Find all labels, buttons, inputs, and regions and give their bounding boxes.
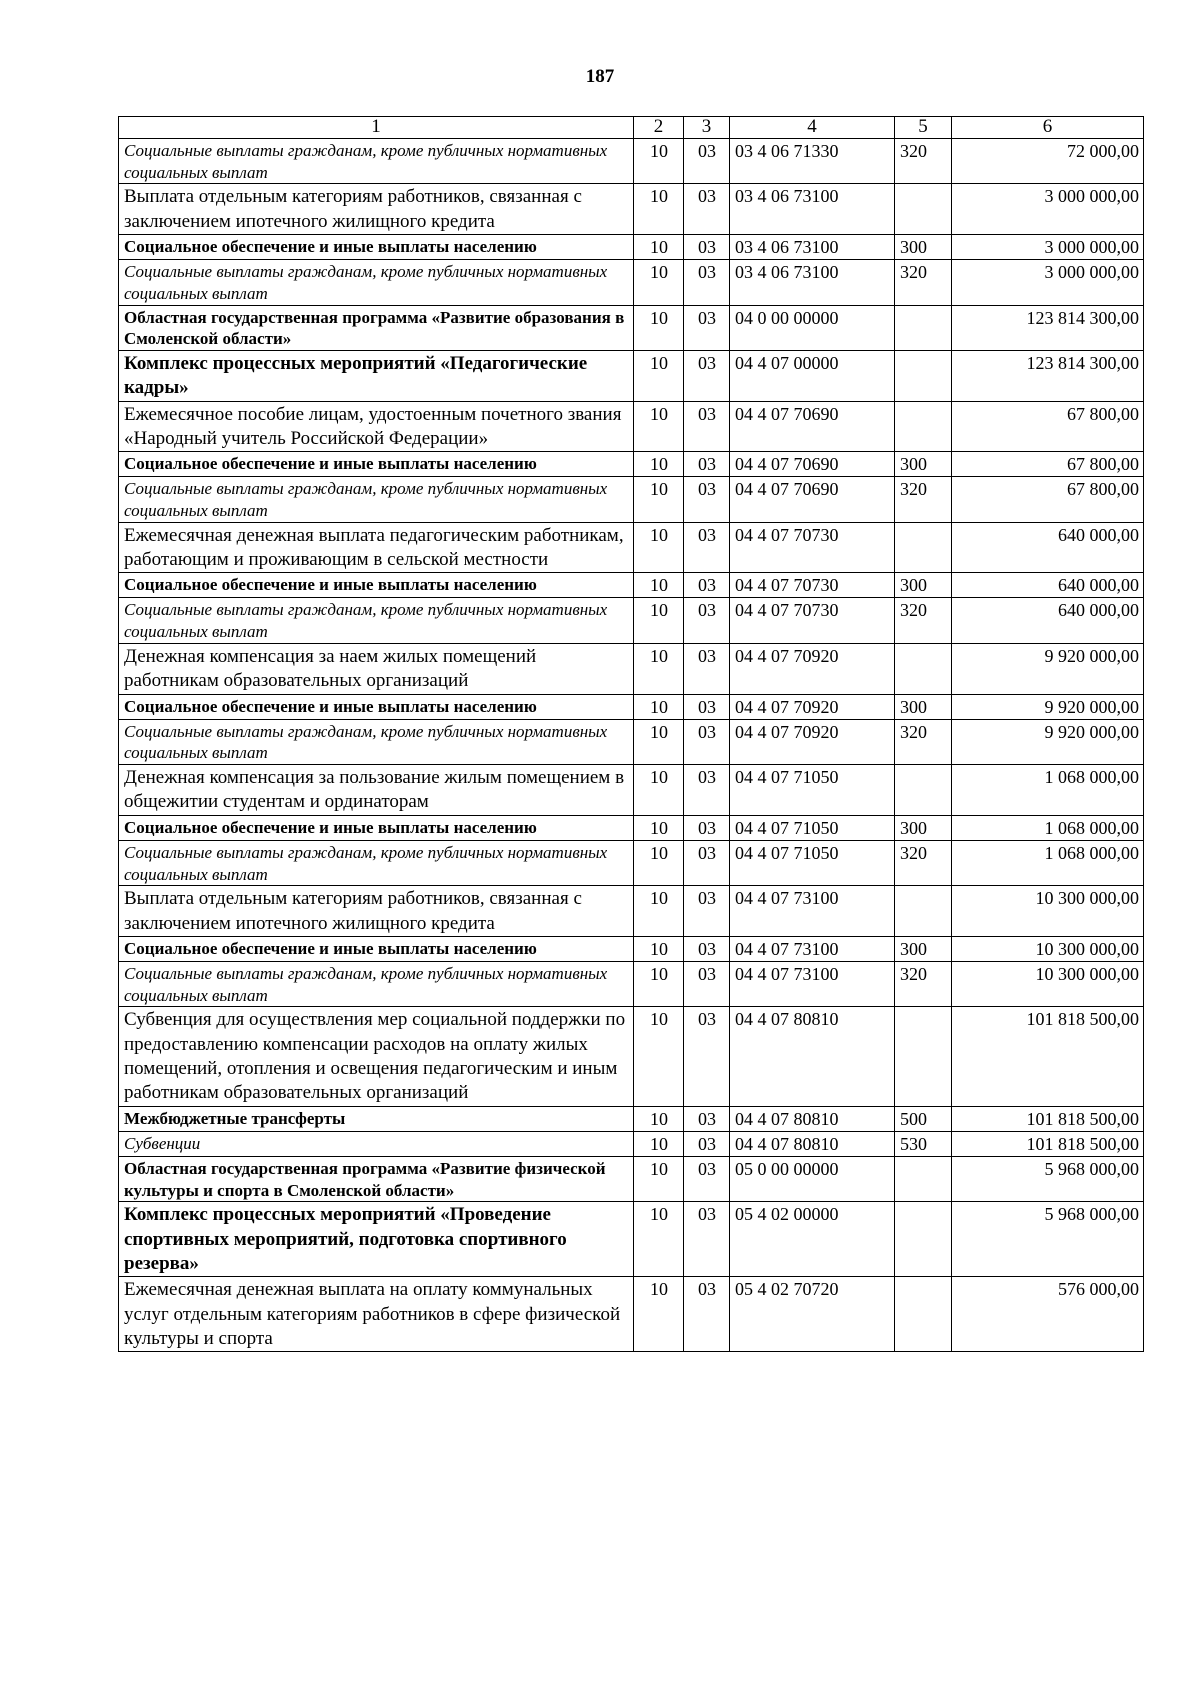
- table-row: [119, 260, 1144, 306]
- target-article-cell: 04 4 07 70690: [730, 452, 895, 477]
- row-name-cell: Комплекс процессных мероприятий «Проведение спортивных мероприятий, подготовка спортивного резерва»: [119, 1202, 634, 1277]
- expense-type-cell: [895, 643, 952, 694]
- table-row: [119, 1202, 1144, 1277]
- row-name-cell: Социальное обеспечение и иные выплаты населению: [119, 573, 634, 598]
- section-code-cell: 10: [634, 1202, 684, 1277]
- budget-table: [118, 116, 1144, 1352]
- target-article-cell: 04 4 07 73100: [730, 936, 895, 961]
- table-row: [119, 1156, 1144, 1202]
- subsection-code-cell: 03: [684, 573, 730, 598]
- amount-cell: 5 968 000,00: [952, 1202, 1144, 1277]
- amount-cell: 67 800,00: [952, 401, 1144, 452]
- table-row: [119, 815, 1144, 840]
- expense-type-cell: 320: [895, 840, 952, 886]
- row-name-cell: Социальное обеспечение и иные выплаты населению: [119, 235, 634, 260]
- subsection-code-cell: 03: [684, 260, 730, 306]
- section-code-cell: 10: [634, 401, 684, 452]
- amount-cell: 10 300 000,00: [952, 961, 1144, 1007]
- target-article-cell: 04 4 07 71050: [730, 815, 895, 840]
- column-header: 6: [952, 117, 1144, 139]
- table-row: [119, 573, 1144, 598]
- table-row: [119, 1007, 1144, 1106]
- subsection-code-cell: 03: [684, 719, 730, 765]
- amount-cell: 101 818 500,00: [952, 1131, 1144, 1156]
- section-code-cell: 10: [634, 1007, 684, 1106]
- subsection-code-cell: 03: [684, 961, 730, 1007]
- expense-type-cell: 320: [895, 477, 952, 523]
- table-row: [119, 184, 1144, 235]
- row-name-cell: Социальное обеспечение и иные выплаты населению: [119, 694, 634, 719]
- target-article-cell: 04 0 00 00000: [730, 305, 895, 351]
- expense-type-cell: 500: [895, 1106, 952, 1131]
- amount-cell: 123 814 300,00: [952, 305, 1144, 351]
- section-code-cell: 10: [634, 305, 684, 351]
- amount-cell: 5 968 000,00: [952, 1156, 1144, 1202]
- table-row: [119, 477, 1144, 523]
- target-article-cell: 04 4 07 80810: [730, 1131, 895, 1156]
- row-name-cell: Социальные выплаты гражданам, кроме публичных нормативных социальных выплат: [119, 961, 634, 1007]
- amount-cell: 640 000,00: [952, 598, 1144, 644]
- table-row: [119, 694, 1144, 719]
- table-row: [119, 765, 1144, 816]
- row-name-cell: Социальные выплаты гражданам, кроме публичных нормативных социальных выплат: [119, 477, 634, 523]
- subsection-code-cell: 03: [684, 1277, 730, 1352]
- target-article-cell: 04 4 07 80810: [730, 1106, 895, 1131]
- section-code-cell: 10: [634, 840, 684, 886]
- row-name-cell: Комплекс процессных мероприятий «Педагогические кадры»: [119, 351, 634, 402]
- subsection-code-cell: 03: [684, 765, 730, 816]
- section-code-cell: 10: [634, 719, 684, 765]
- section-code-cell: 10: [634, 886, 684, 937]
- row-name-cell: Социальные выплаты гражданам, кроме публичных нормативных социальных выплат: [119, 598, 634, 644]
- target-article-cell: 04 4 07 70690: [730, 401, 895, 452]
- target-article-cell: 04 4 07 71050: [730, 840, 895, 886]
- amount-cell: 9 920 000,00: [952, 694, 1144, 719]
- amount-cell: 72 000,00: [952, 138, 1144, 184]
- amount-cell: 101 818 500,00: [952, 1007, 1144, 1106]
- row-name-cell: Ежемесячная денежная выплата на оплату коммунальных услуг отдельным категориям работников в сфере физической культуры и спорта: [119, 1277, 634, 1352]
- section-code-cell: 10: [634, 1131, 684, 1156]
- subsection-code-cell: 03: [684, 235, 730, 260]
- expense-type-cell: [895, 1277, 952, 1352]
- section-code-cell: 10: [634, 765, 684, 816]
- column-header: 2: [634, 117, 684, 139]
- row-name-cell: Денежная компенсация за пользование жилым помещением в общежитии студентам и ординаторам: [119, 765, 634, 816]
- amount-cell: 123 814 300,00: [952, 351, 1144, 402]
- target-article-cell: 04 4 07 70730: [730, 598, 895, 644]
- target-article-cell: 04 4 07 70730: [730, 573, 895, 598]
- table-header-row: [119, 117, 1144, 139]
- target-article-cell: 03 4 06 73100: [730, 235, 895, 260]
- expense-type-cell: [895, 765, 952, 816]
- amount-cell: 101 818 500,00: [952, 1106, 1144, 1131]
- amount-cell: 640 000,00: [952, 573, 1144, 598]
- subsection-code-cell: 03: [684, 936, 730, 961]
- target-article-cell: 04 4 07 70920: [730, 694, 895, 719]
- amount-cell: 10 300 000,00: [952, 936, 1144, 961]
- row-name-cell: Социальное обеспечение и иные выплаты населению: [119, 936, 634, 961]
- subsection-code-cell: 03: [684, 305, 730, 351]
- subsection-code-cell: 03: [684, 351, 730, 402]
- subsection-code-cell: 03: [684, 840, 730, 886]
- table-row: [119, 305, 1144, 351]
- target-article-cell: 04 4 07 70730: [730, 522, 895, 573]
- row-name-cell: Субвенция для осуществления мер социальной поддержки по предоставлению компенсации расходов на оплату жилых помещений, отопления и освещения педагогическим и иным работникам образовательных организаций: [119, 1007, 634, 1106]
- section-code-cell: 10: [634, 815, 684, 840]
- row-name-cell: Денежная компенсация за наем жилых помещений работникам образовательных организаций: [119, 643, 634, 694]
- column-header: 1: [119, 117, 634, 139]
- subsection-code-cell: 03: [684, 522, 730, 573]
- table-row: [119, 1106, 1144, 1131]
- table-row: [119, 719, 1144, 765]
- page-number: 187: [585, 66, 615, 87]
- table-row: [119, 840, 1144, 886]
- expense-type-cell: 320: [895, 138, 952, 184]
- section-code-cell: 10: [634, 138, 684, 184]
- table-row: [119, 886, 1144, 937]
- subsection-code-cell: 03: [684, 477, 730, 523]
- row-name-cell: Ежемесячная денежная выплата педагогическим работникам, работающим и проживающим в сельской местности: [119, 522, 634, 573]
- amount-cell: 9 920 000,00: [952, 719, 1144, 765]
- expense-type-cell: [895, 522, 952, 573]
- expense-type-cell: 320: [895, 961, 952, 1007]
- section-code-cell: 10: [634, 936, 684, 961]
- table-row: [119, 1131, 1144, 1156]
- expense-type-cell: 530: [895, 1131, 952, 1156]
- subsection-code-cell: 03: [684, 1156, 730, 1202]
- target-article-cell: 04 4 07 73100: [730, 886, 895, 937]
- target-article-cell: 04 4 07 73100: [730, 961, 895, 1007]
- expense-type-cell: 300: [895, 815, 952, 840]
- expense-type-cell: [895, 305, 952, 351]
- table-row: [119, 235, 1144, 260]
- expense-type-cell: 300: [895, 452, 952, 477]
- expense-type-cell: [895, 886, 952, 937]
- expense-type-cell: 320: [895, 719, 952, 765]
- row-name-cell: Социальное обеспечение и иные выплаты населению: [119, 452, 634, 477]
- expense-type-cell: 320: [895, 598, 952, 644]
- expense-type-cell: 300: [895, 936, 952, 961]
- subsection-code-cell: 03: [684, 184, 730, 235]
- target-article-cell: 05 0 00 00000: [730, 1156, 895, 1202]
- target-article-cell: 03 4 06 71330: [730, 138, 895, 184]
- target-article-cell: 04 4 07 70920: [730, 719, 895, 765]
- section-code-cell: 10: [634, 260, 684, 306]
- subsection-code-cell: 03: [684, 886, 730, 937]
- amount-cell: 3 000 000,00: [952, 260, 1144, 306]
- expense-type-cell: 320: [895, 260, 952, 306]
- target-article-cell: 05 4 02 00000: [730, 1202, 895, 1277]
- table-row: [119, 351, 1144, 402]
- row-name-cell: Областная государственная программа «Развитие образования в Смоленской области»: [119, 305, 634, 351]
- section-code-cell: 10: [634, 694, 684, 719]
- table-row: [119, 598, 1144, 644]
- section-code-cell: 10: [634, 452, 684, 477]
- table-row: [119, 961, 1144, 1007]
- row-name-cell: Выплата отдельным категориям работников, связанная с заключением ипотечного жилищного кредита: [119, 886, 634, 937]
- expense-type-cell: [895, 184, 952, 235]
- table-row: [119, 452, 1144, 477]
- target-article-cell: 04 4 07 70690: [730, 477, 895, 523]
- table-row: [119, 1277, 1144, 1352]
- expense-type-cell: 300: [895, 573, 952, 598]
- amount-cell: 67 800,00: [952, 452, 1144, 477]
- column-header: 5: [895, 117, 952, 139]
- subsection-code-cell: 03: [684, 452, 730, 477]
- expense-type-cell: [895, 1156, 952, 1202]
- expense-type-cell: 300: [895, 694, 952, 719]
- expense-type-cell: [895, 351, 952, 402]
- row-name-cell: Ежемесячное пособие лицам, удостоенным почетного звания «Народный учитель Российской Федерации»: [119, 401, 634, 452]
- section-code-cell: 10: [634, 1277, 684, 1352]
- amount-cell: 3 000 000,00: [952, 235, 1144, 260]
- target-article-cell: 04 4 07 00000: [730, 351, 895, 402]
- subsection-code-cell: 03: [684, 1131, 730, 1156]
- subsection-code-cell: 03: [684, 138, 730, 184]
- target-article-cell: 05 4 02 70720: [730, 1277, 895, 1352]
- section-code-cell: 10: [634, 961, 684, 1007]
- table-row: [119, 138, 1144, 184]
- row-name-cell: Социальные выплаты гражданам, кроме публичных нормативных социальных выплат: [119, 138, 634, 184]
- amount-cell: 640 000,00: [952, 522, 1144, 573]
- subsection-code-cell: 03: [684, 1106, 730, 1131]
- subsection-code-cell: 03: [684, 1007, 730, 1106]
- target-article-cell: 04 4 07 70920: [730, 643, 895, 694]
- table-row: [119, 936, 1144, 961]
- amount-cell: 576 000,00: [952, 1277, 1144, 1352]
- row-name-cell: Выплата отдельным категориям работников, связанная с заключением ипотечного жилищного кредита: [119, 184, 634, 235]
- target-article-cell: 04 4 07 80810: [730, 1007, 895, 1106]
- amount-cell: 1 068 000,00: [952, 815, 1144, 840]
- subsection-code-cell: 03: [684, 815, 730, 840]
- subsection-code-cell: 03: [684, 643, 730, 694]
- amount-cell: 67 800,00: [952, 477, 1144, 523]
- expense-type-cell: [895, 1202, 952, 1277]
- subsection-code-cell: 03: [684, 1202, 730, 1277]
- table-row: [119, 522, 1144, 573]
- amount-cell: 1 068 000,00: [952, 840, 1144, 886]
- column-header: 4: [730, 117, 895, 139]
- target-article-cell: 03 4 06 73100: [730, 260, 895, 306]
- expense-type-cell: [895, 1007, 952, 1106]
- section-code-cell: 10: [634, 643, 684, 694]
- subsection-code-cell: 03: [684, 401, 730, 452]
- amount-cell: 10 300 000,00: [952, 886, 1144, 937]
- section-code-cell: 10: [634, 1156, 684, 1202]
- target-article-cell: 04 4 07 71050: [730, 765, 895, 816]
- section-code-cell: 10: [634, 184, 684, 235]
- row-name-cell: Социальные выплаты гражданам, кроме публичных нормативных социальных выплат: [119, 260, 634, 306]
- row-name-cell: Социальные выплаты гражданам, кроме публичных нормативных социальных выплат: [119, 840, 634, 886]
- row-name-cell: Межбюджетные трансферты: [119, 1106, 634, 1131]
- subsection-code-cell: 03: [684, 694, 730, 719]
- row-name-cell: Социальные выплаты гражданам, кроме публичных нормативных социальных выплат: [119, 719, 634, 765]
- row-name-cell: Областная государственная программа «Развитие физической культуры и спорта в Смоленской области»: [119, 1156, 634, 1202]
- section-code-cell: 10: [634, 235, 684, 260]
- expense-type-cell: 300: [895, 235, 952, 260]
- amount-cell: 3 000 000,00: [952, 184, 1144, 235]
- section-code-cell: 10: [634, 1106, 684, 1131]
- section-code-cell: 10: [634, 351, 684, 402]
- section-code-cell: 10: [634, 477, 684, 523]
- section-code-cell: 10: [634, 573, 684, 598]
- target-article-cell: 03 4 06 73100: [730, 184, 895, 235]
- amount-cell: 9 920 000,00: [952, 643, 1144, 694]
- row-name-cell: Субвенции: [119, 1131, 634, 1156]
- subsection-code-cell: 03: [684, 598, 730, 644]
- section-code-cell: 10: [634, 522, 684, 573]
- column-header: 3: [684, 117, 730, 139]
- expense-type-cell: [895, 401, 952, 452]
- row-name-cell: Социальное обеспечение и иные выплаты населению: [119, 815, 634, 840]
- table-row: [119, 643, 1144, 694]
- table-row: [119, 401, 1144, 452]
- section-code-cell: 10: [634, 598, 684, 644]
- amount-cell: 1 068 000,00: [952, 765, 1144, 816]
